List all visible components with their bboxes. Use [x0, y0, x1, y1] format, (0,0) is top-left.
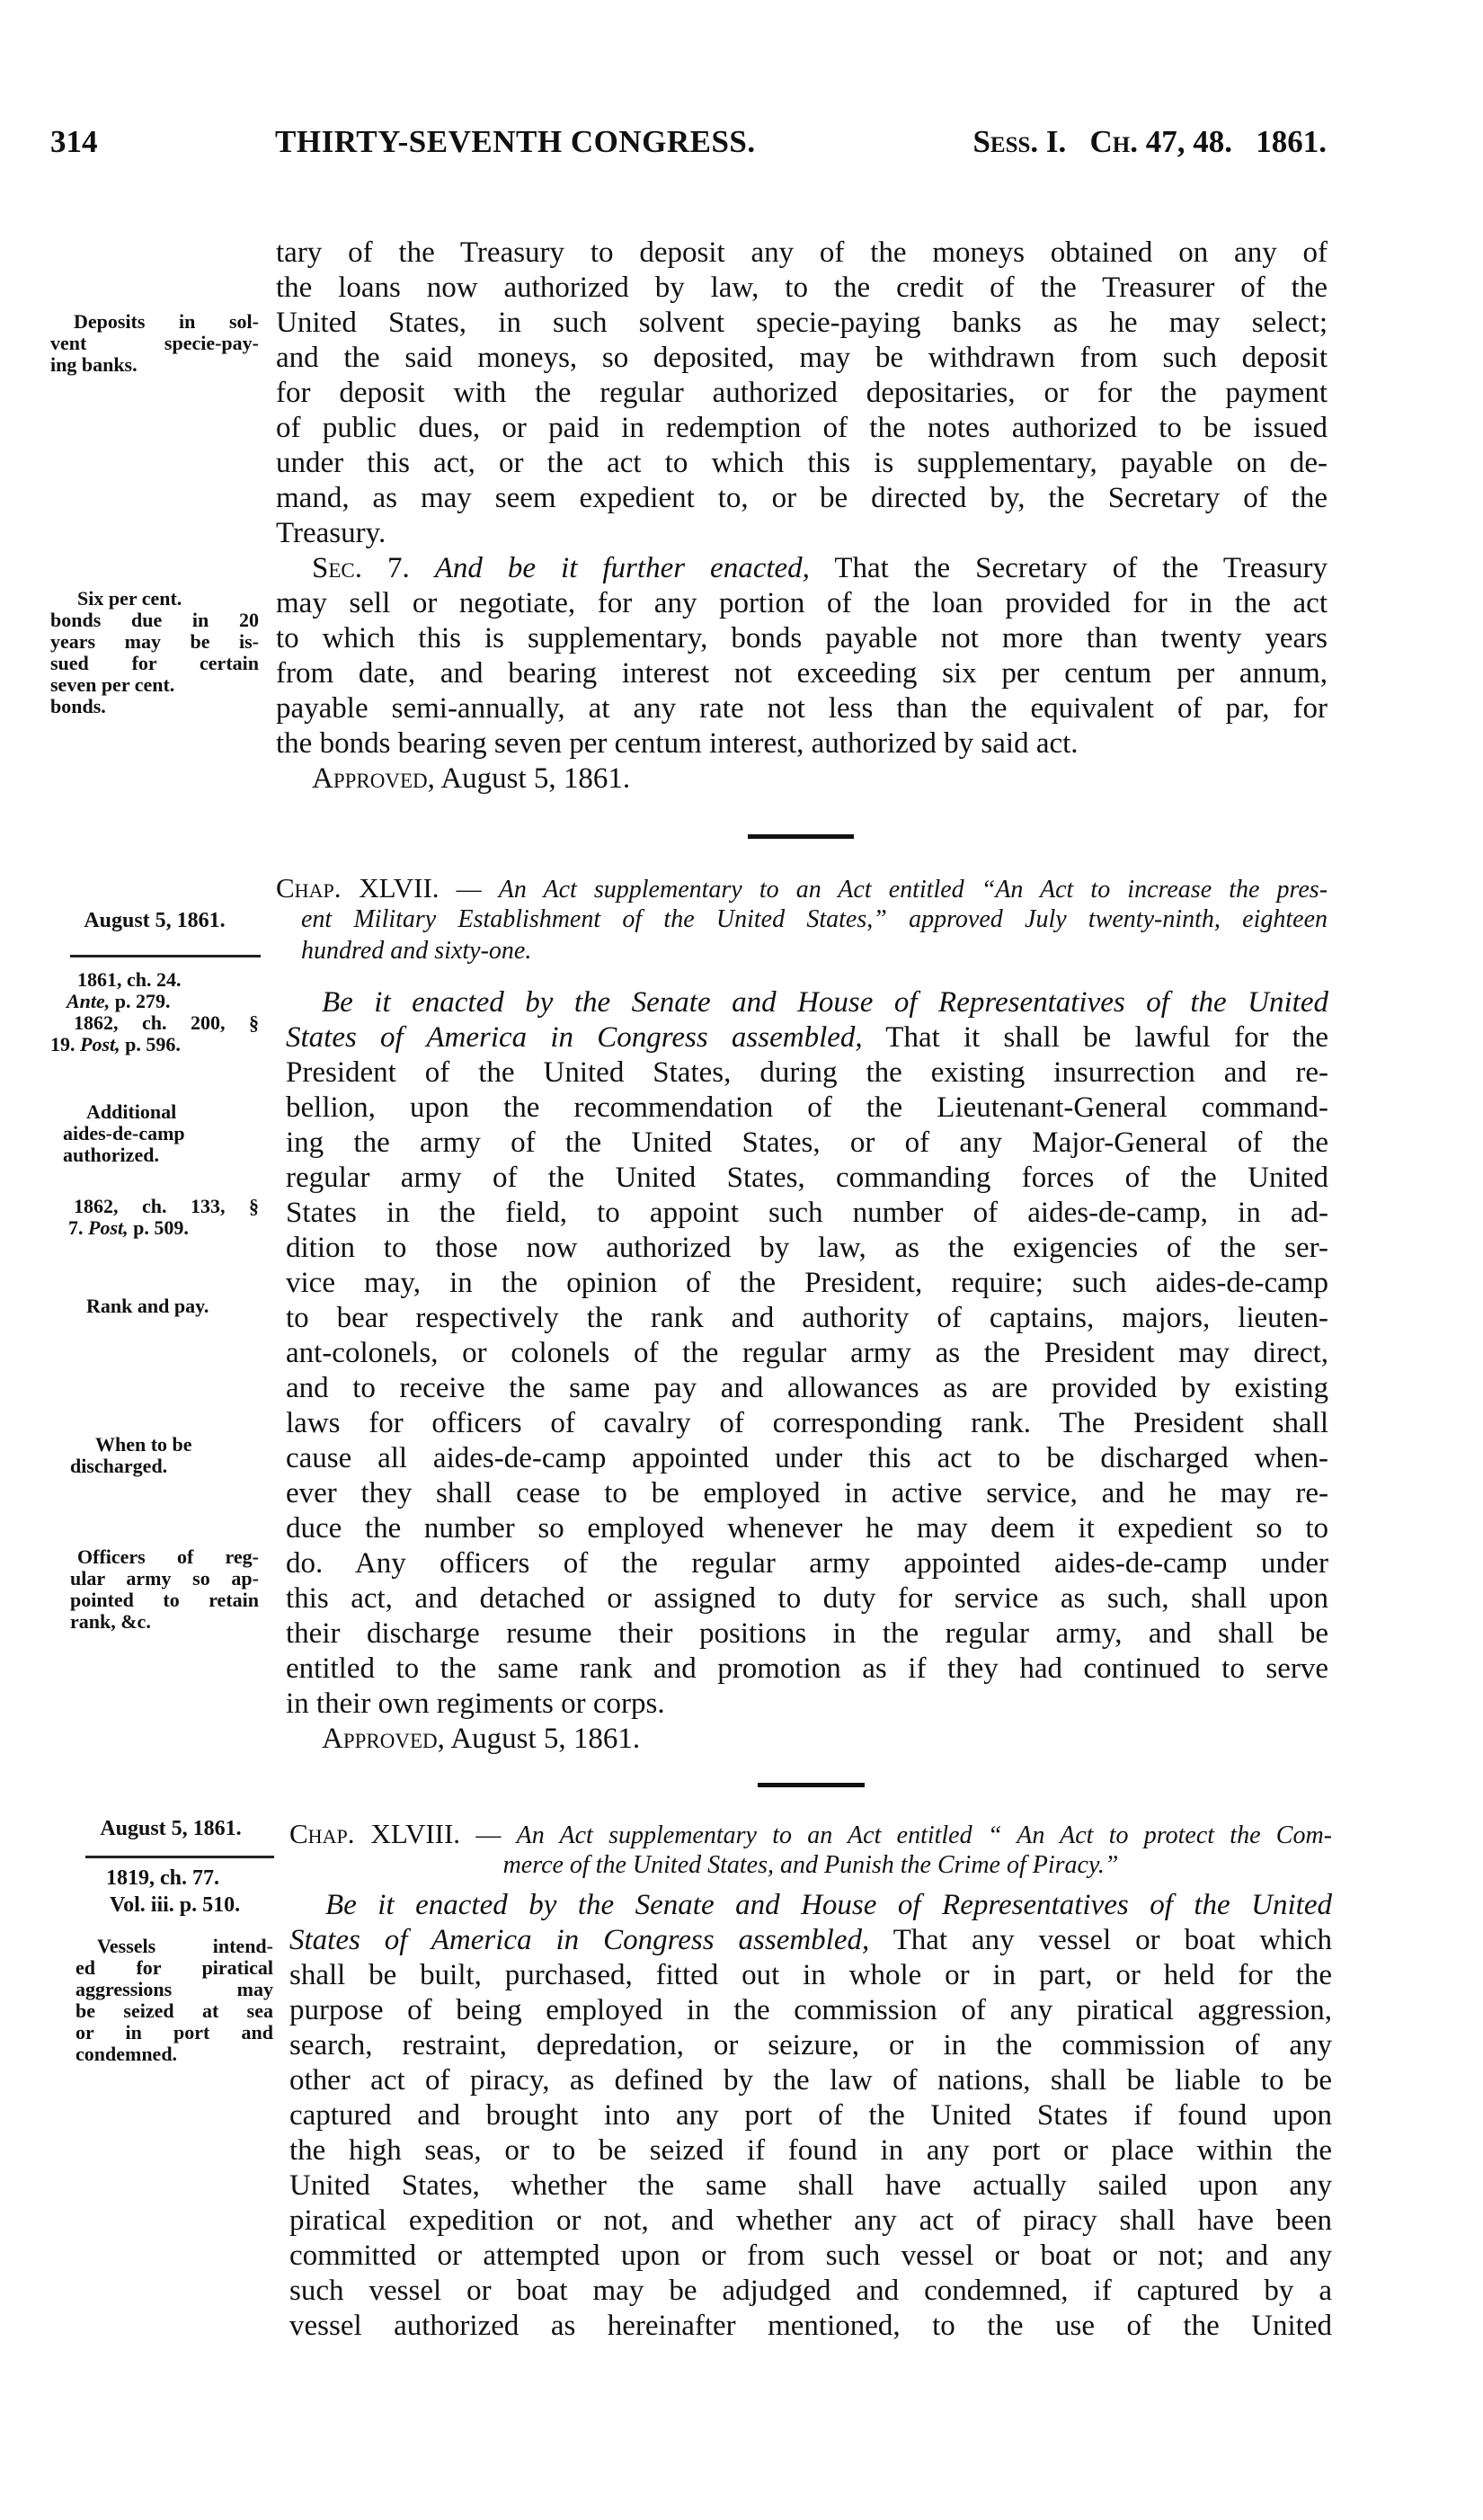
text-line: mand, as may seem expedient to, or be directed by, the Secretary of the — [276, 482, 1328, 514]
running-header — [50, 124, 1327, 169]
text-line: States in the field, to appoint such number of aides-de-camp, in ad- — [286, 1197, 1328, 1229]
section-7 — [276, 551, 1328, 797]
chap-47-reference-ante: 1861, ch. 24. Ante, p. 279. 1862, ch. 200, § 19. Post, p. 596. — [50, 968, 259, 1055]
text-line: in their own regiments or corps. — [286, 1687, 665, 1720]
text-line: to which this is supplementary, bonds payable not more than twenty years — [276, 622, 1328, 654]
enacting-clause: Be it enacted by the Senate and House of Representatives of the United — [325, 1889, 1332, 1921]
section-label: Sec. 7. — [312, 552, 410, 584]
text-line: purpose of being employed in the commission of any piratical aggression, — [289, 1994, 1332, 2026]
running-title: THIRTY-SEVENTH CONGRESS. — [275, 124, 756, 159]
text-line: may sell or negotiate, for any portion of the loan provided for in the act — [276, 587, 1328, 619]
text-line: the loans now authorized by law, to the credit of the Treasurer of the — [276, 272, 1328, 304]
section-divider — [748, 834, 854, 839]
text-line: to bear respectively the rank and authority of captains, majors, lieuten- — [286, 1302, 1328, 1334]
text-line: ant-colonels, or colonels of the regular army as the President may direct, — [286, 1337, 1328, 1369]
text-line: of public dues, or paid in redemption of the notes authorized to be issued — [276, 412, 1328, 444]
text-line: entitled to the same rank and promotion as if they had continued to serve — [286, 1652, 1328, 1685]
text-line: tary of the Treasury to deposit any of the moneys obtained on any of — [276, 236, 1328, 269]
chapter-label: Chap. XLVII. — [276, 872, 440, 904]
chap-47-title-line: Chap. XLVII. — An Act supplementary to an Act entitled “An Act to increase the pres- — [276, 872, 1328, 904]
margin-note-six-per-cent: Six per cent. bonds due in 20 years may be is- sued for certain seven per cent. bonds. — [50, 587, 259, 717]
text-line: from date, and bearing interest not exceeding six per centum per annum, — [276, 657, 1328, 690]
text-line: for deposit with the regular authorized depositaries, or for the payment — [276, 377, 1328, 409]
chap-48-heading — [289, 1818, 1332, 1881]
text-line: vice may, in the opinion of the President, require; such aides-de-camp — [286, 1267, 1328, 1299]
text-line: States of America in Congress assembled, That it shall be lawful for the — [286, 1021, 1328, 1054]
text-line: vessel authorized as hereinafter mentioned, to the use of the United — [289, 2310, 1332, 2342]
margin-note-rank-and-pay: Rank and pay. — [86, 1295, 209, 1317]
margin-note-officers-retain-rank: Officers of reg- ular army so ap- pointed to retain rank, &c. — [70, 1545, 259, 1633]
enacting-clause: Be it enacted by the Senate and House of Representatives of the United — [322, 986, 1328, 1019]
text-line: this act, and detached or assigned to duty for service as such, shall upon — [286, 1582, 1328, 1615]
date-underline — [70, 955, 261, 957]
approved-line: Approved, August 5, 1861. — [312, 762, 631, 795]
text-line: the bonds bearing seven per centum interest, authorized by said act. — [276, 727, 1079, 760]
text-line: shall be built, purchased, fitted out in whole or in part, or held for the — [289, 1959, 1332, 1991]
text-line: committed or attempted upon or from such vessel or boat or not; and any — [289, 2240, 1332, 2272]
approved-line: Approved, August 5, 1861. — [322, 1723, 641, 1755]
text-line: and the said moneys, so deposited, may be withdrawn from such deposit — [276, 342, 1328, 374]
text-line: search, restraint, depredation, or seizure, or in the commission of any — [289, 2029, 1332, 2061]
text-line: Treasury. — [276, 517, 386, 549]
section-7-first-line: Sec. 7. And be it further enacted, That the Secretary of the Treasury — [312, 552, 1328, 584]
chap-48-references: 1819, ch. 77. Vol. iii. p. 510. — [106, 1866, 241, 1917]
chap-47-date: August 5, 1861. — [84, 909, 226, 932]
text-line: and to receive the same pay and allowances as are provided by existing — [286, 1372, 1328, 1404]
text-line: such vessel or boat may be adjudged and condemned, if captured by a — [289, 2275, 1332, 2307]
chap-48-title-line: Chap. XLVIII. — An Act supplementary to an Act entitled “ An Act to protect the Com- — [289, 1818, 1333, 1849]
text-line: piratical expedition or not, and whether any act of piracy shall have been — [289, 2204, 1332, 2237]
text-line: under this act, or the act to which this is supplementary, payable on de- — [276, 447, 1328, 479]
chap-47-reference-post: 1862, ch. 133, § 7. Post, p. 509. — [68, 1195, 259, 1239]
text-line: duce the number so employed whenever he may deem it expedient so to — [286, 1512, 1328, 1545]
running-header-right — [972, 124, 1327, 160]
continued-section — [276, 236, 1328, 551]
text-line: do. Any officers of the regular army appointed aides-de-camp under — [286, 1547, 1328, 1580]
text-line: States of America in Congress assembled, That any vessel or boat which — [289, 1924, 1332, 1956]
session-label: Sess. I. — [972, 124, 1067, 159]
text-line: ing the army of the United States, or of any Major-General of the — [286, 1126, 1328, 1159]
margin-note-deposits: Deposits in sol- vent specie-pay- ing banks. — [50, 310, 259, 376]
text-line: dition to those now authorized by law, as the exigencies of the ser- — [286, 1232, 1328, 1264]
page-number: 314 — [50, 124, 98, 159]
chap-47-body — [286, 985, 1328, 1757]
margin-note-additional-aides: Additional aides-de-camp authorized. — [63, 1100, 185, 1166]
chap-48-title-line: merce of the United States, and Punish the Crime of Piracy.” — [502, 1851, 1119, 1879]
text-line: United States, whether the same shall have actually sailed upon any — [289, 2169, 1332, 2202]
text-line: United States, in such solvent specie-paying banks as he may select; — [276, 307, 1328, 339]
header-year: 1861. — [1256, 124, 1327, 159]
chap-47-title-line: hundred and sixty-one. — [301, 937, 532, 965]
chap-48-body — [289, 1888, 1332, 2344]
text-line: the high seas, or to be seized if found in any port or place within the — [289, 2134, 1332, 2167]
text-line: other act of piracy, as defined by the law of nations, shall be liable to be — [289, 2064, 1332, 2097]
margin-note-vessels-piratical: Vessels intend- ed for piratical aggressions may be seized at sea or in port and condemned. — [75, 1935, 273, 2065]
text-line: ever they shall cease to be employed in active service, and he may re- — [286, 1477, 1328, 1509]
chap-47-title-line: ent Military Establishment of the United States,” approved July twenty-ninth, eighteen — [301, 905, 1328, 933]
section-divider — [758, 1783, 865, 1787]
text-line: their discharge resume their positions in the regular army, and shall be — [286, 1617, 1328, 1650]
chap-47-heading — [276, 872, 1328, 966]
margin-note-when-discharged: When to be discharged. — [70, 1433, 192, 1477]
chap-48-date: August 5, 1861. — [100, 1817, 242, 1840]
date-underline — [85, 1856, 274, 1858]
enacting-phrase: And be it further enacted, — [434, 552, 810, 584]
text-line: payable semi-annually, at any rate not less than the equivalent of par, for — [276, 692, 1328, 725]
text-line: cause all aides-de-camp appointed under this act to be discharged when- — [286, 1442, 1328, 1474]
text-line: captured and brought into any port of the United States if found upon — [289, 2099, 1332, 2132]
text-line: President of the United States, during the existing insurrection and re- — [286, 1056, 1328, 1089]
chapter-range: Ch. 47, 48. — [1089, 124, 1232, 159]
text-line: regular army of the United States, commanding forces of the United — [286, 1162, 1328, 1194]
chapter-label: Chap. XLVIII. — [289, 1818, 461, 1849]
text-line: bellion, upon the recommendation of the Lieutenant-General command- — [286, 1091, 1328, 1124]
text-line: laws for officers of cavalry of corresponding rank. The President shall — [286, 1407, 1328, 1439]
